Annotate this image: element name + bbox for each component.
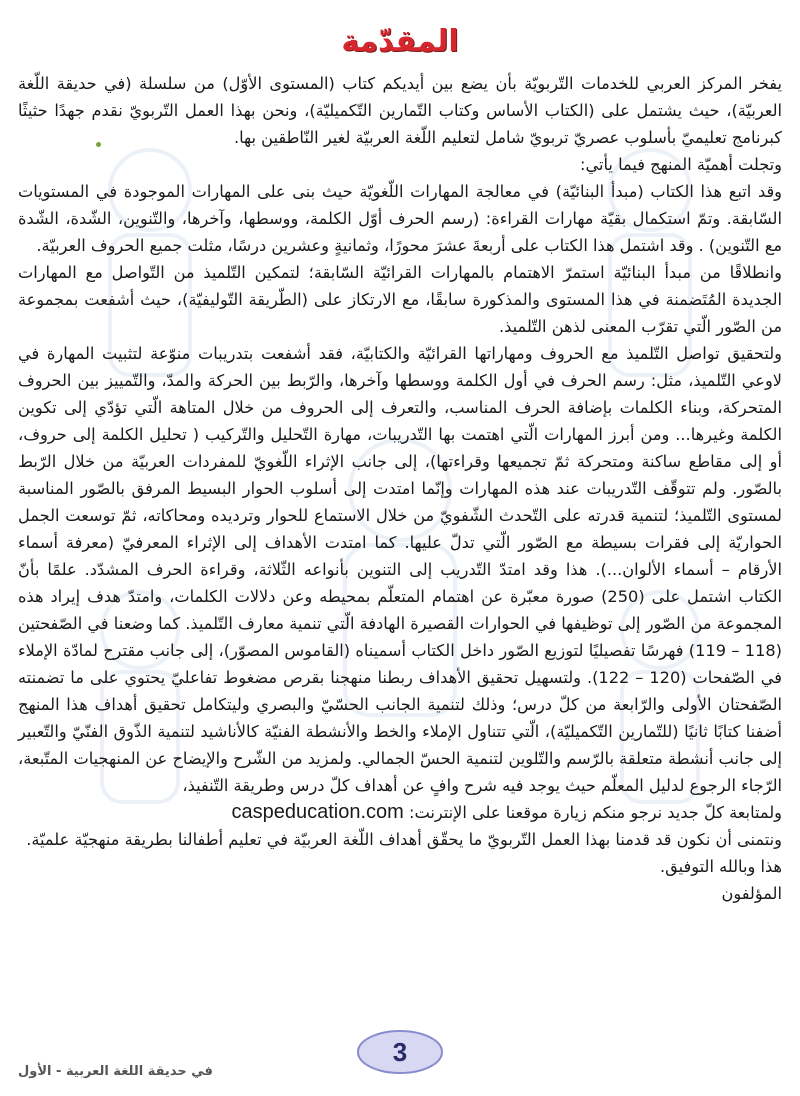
footer-book-title: في حديقة اللغة العربية - الأول — [18, 1064, 213, 1079]
paragraph-exercises: ولتحقيق تواصل التّلميذ مع الحروف ومهاراتها القرائيّة والكتابيّة، فقد أشفعت بتدريبات منوّعة لتثبيت المهارة في لاوعي التّلميذ، مثل: رسم الحرف في أول الكلمة ووسطها وآخرها، والرّبط بين الحركة والمدّ، والتّمييز بين الحروف المتحركة، وبناء الكلمات بإضافة الحرف المناسب، والتعرف إلى الحروف من خلال المتاهة الّتي تؤدّي إلى تكوين الكلمة وغيرها... ومن أبرز المهارات الّتي اهتمت بها التّدريبات، مهارة التّحليل والتّركيب ( تحليل الكلمة إلى حروف، أو إلى مقاطع ساكنة ومتحركة ثمّ تجميعها وقراءتها)، إلى جانب الإثراء اللّغويّ للمفردات العربيّة من خلال الرّبط بالصّور. ولم تتوقّف التّدريبات عند هذه المهارات وإنّما امتدت إلى أسلوب الحوار البسيط المرفق بالصّور المناسبة لمستوى التّلميذ؛ لتنمية قدرته على التّحدث الشّفويّ من خلال الاستماع للحوار وترديده ومحاكاته، ثمّ توسعت الجمل الحواريّة إلى فقرات بسيطة مع الصّور الّتي تدلّ عليها. كما امتدت الأهداف إلى الإثراء المعرفيّ (معرفة أسماء الأرقام – أسماء الألوان...). هذا وقد امتدّ التّدريب إلى التنوين بأنواعه الثّلاثة، وقراءة الحرف المشدّد. علمًا بأنّ الكتاب اشتمل على (250) صورة معبّرة عن اهتمام المتعلّم بمحيطه وعن دلالات الكلمات، وامتدّ هدف إيراد هذه المجموعة من الصّور إلى توظيفها في الحوارات القصيرة الهادفة الّتي تنمية معارف التّلميذ. كما وضعنا في الصّفحتين (118 – 119) فهرسًا تفصيليًا لتوزيع الصّور داخل الكتاب أسميناه (القاموس المصوّر)، إلى جانب مقترح لمادّة الإملاء في الصّفحات (120 – 122). ولتسهيل تحقيق الأهداف ربطنا منهجنا بقرص مضغوط تفاعليّ يحتوي على ما تضمنته الصّفحتان الأولى والرّابعة من كلّ درس؛ وذلك لتنمية الجانب الحسّيّ والبصري وليتكامل تحقيق أهداف هذا المنهج أضفنا كتابًا ثانيًا (للتّمارين التّكميليّة)، الّتي تتناول الإملاء والخط والأنشطة الفنيّة كالأناشيد لتنمية الذّوق الفنّيّ والتّعبير إلى جانب أنشطة متعلقة بالرّسم والتّلوين لتنمية الحسّ الجمالي. ولمزيد من الشّرح والإيضاح عن المنهجيات المتّبعة، الرّجاء الرجوع لدليل المعلّم حيث يوجد فيه شرح وافٍ عن أهداف كلّ درس وطريقة التّنفيذ، — [18, 344, 783, 795]
paragraph-structure: وقد اتبع هذا الكتاب (مبدأ البنائيّة) في معالجة المهارات اللّغويّة حيث بنى على المهارات الموجودة في المستويات السّابقة. وتمّ استكمال بقيّة مهارات القراءة: (رسم الحرف أوّل الكلمة، ووسطها، وآخرها، والتّنوين، الشّدة، الشّدة مع التّنوين) . وقد اشتمل هذا الكتاب على أربعةَ عشرَ محورًا، وثمانيةٍ وعشرين درسًا، مثلت جميع الحروف العربيّة. — [18, 182, 782, 255]
paragraph-importance: وتجلت أهميّة المنهج فيما يأتي: — [580, 155, 782, 174]
paragraph-website — [18, 799, 782, 826]
website-link[interactable]: caspeducation.com — [231, 801, 404, 823]
page-number: 3 — [392, 1037, 408, 1067]
paragraph-farewell: هذا وبالله التوفيق. — [660, 857, 782, 876]
paragraph-closing: ونتمنى أن نكون قد قدمنا بهذا العمل التّربويّ ما يحقّق أهداف اللّغة العربيّة في تعليم أطفالنا بطريقة منهجيّة علميّة. — [26, 830, 782, 849]
intro-body — [18, 70, 782, 907]
paragraph-authors: المؤلفون — [721, 884, 782, 903]
website-label: ولمتابعة كلّ جديد نرجو منكم زيارة موقعنا على الإنترنت: — [409, 803, 782, 822]
paragraph-method: وانطلاقًا من مبدأ البنائيّة استمرّ الاهتمام بالمهارات القرائيّة السّابقة؛ لتمكين التّلميذ من التّواصل مع المهارات الجديدة المُتَضمنة في هذا المستوى والمذكورة سابقًا، مع الارتكاز على (الطّريقة التّوليفيّة)، حيث أشفعت بمجموعة من الصّور الّتي تقرّب المعنى لذهن التّلميذ. — [18, 263, 782, 336]
page-title: المقدّمة — [341, 24, 459, 59]
page-number-badge — [355, 1028, 445, 1076]
paragraph-intro: يفخر المركز العربي للخدمات التّربويّة بأن يضع بين أيديكم كتاب (المستوى الأوّل) من سلسلة (في حديقة اللّغة العربيّة)، حيث يشتمل على (الكتاب الأساس وكتاب التّمارين التّكميليّة)، ونحن بهذا العمل التّربويّ نقدم جهدًا حثيثًا كبرنامج تعليميّ بأسلوب عصريّ تربويّ شامل لتعليم اللّغة العربيّة لغير النّاطقين بها. — [18, 74, 782, 147]
